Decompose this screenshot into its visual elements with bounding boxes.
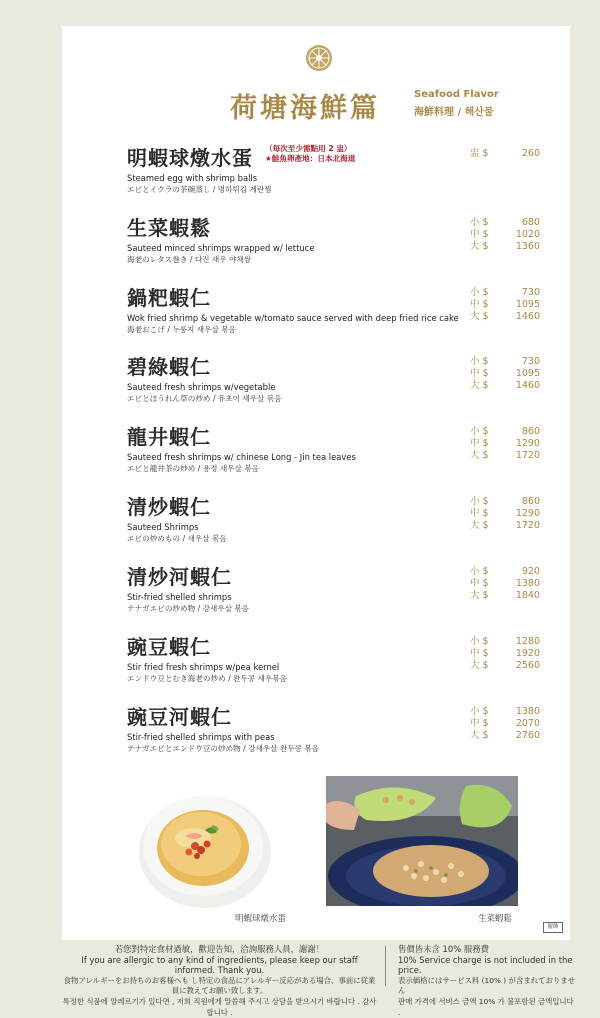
price-row: 小 $ 860 bbox=[470, 496, 540, 507]
service-charge-notice: 售價皆未含 10% 服務費 10% Service charge is not included in the price. 表示価格にはサービス料 (10% ) が含まれておりません 판매 가격에 서비스 금액 10% 가 불포함된 금액입니다 . bbox=[398, 944, 576, 1017]
price-row: 小 $ 730 bbox=[470, 356, 540, 367]
price-row: 中 $ 2070 bbox=[470, 718, 540, 729]
price-list bbox=[470, 566, 540, 602]
price-row: 小 $ 680 bbox=[470, 217, 540, 228]
item-name-jp-kr: テナガエビとエンドウ豆の炒め物 / 강새우살 완두콩 볶음 bbox=[127, 744, 319, 753]
item-name: 碧綠蝦仁 bbox=[127, 355, 211, 379]
price-row: 大 $ 2560 bbox=[470, 660, 540, 671]
price-row: 小 $ 1380 bbox=[470, 706, 540, 717]
price-list bbox=[470, 496, 540, 532]
item-name: 豌豆河蝦仁 bbox=[127, 705, 232, 729]
item-name-jp-kr: エンドウ豆とむき海老の炒め / 완두콩 새우볶음 bbox=[127, 674, 287, 683]
item-name-en: Sauteed fresh shrimps w/vegetable bbox=[127, 382, 276, 392]
item-name: 清炒河蝦仁 bbox=[127, 565, 232, 589]
menu-item bbox=[127, 425, 356, 474]
order-note bbox=[265, 144, 355, 164]
photo-caption: 生菜蝦鬆 bbox=[478, 914, 513, 924]
price-list bbox=[470, 426, 540, 462]
price-row: 大 $ 1720 bbox=[470, 520, 540, 531]
item-name-jp-kr: エビの炒めもの / 새우살 볶음 bbox=[127, 534, 227, 543]
item-name: 豌豆蝦仁 bbox=[127, 635, 211, 659]
price-row: 大 $ 1460 bbox=[470, 380, 540, 391]
item-name-jp-kr: テナガエビの炒め物 / 강새우살 볶음 bbox=[127, 604, 250, 613]
section-title: 荷塘海鮮篇 bbox=[230, 93, 380, 124]
item-name-en: Stir fried fresh shrimps w/pea kernel bbox=[127, 662, 280, 672]
item-name-jp-kr: 海老おこげ / 누룽지 새우살 볶음 bbox=[127, 325, 236, 334]
photo-caption: 明蝦球燉水蛋 bbox=[235, 914, 287, 924]
item-name-en: Stir-fried shelled shrimps with peas bbox=[127, 732, 275, 742]
menu-item bbox=[127, 146, 272, 195]
price-row: 中 $ 1095 bbox=[470, 368, 540, 379]
item-name-en: Sauteed Shrimps bbox=[127, 522, 199, 532]
item-name: 生菜蝦鬆 bbox=[127, 216, 211, 240]
price-row: 中 $ 1020 bbox=[470, 229, 540, 240]
price-row: 中 $ 1380 bbox=[470, 578, 540, 589]
price-list bbox=[470, 287, 540, 323]
price-row: 小 $ 860 bbox=[470, 426, 540, 437]
item-name-jp-kr: エビと龍井茶の炒め / 용정 새우살 볶음 bbox=[127, 464, 259, 473]
price-row: 小 $ 730 bbox=[470, 287, 540, 298]
price-row: 中 $ 1290 bbox=[470, 508, 540, 519]
price-row: 盅 $ 260 bbox=[470, 148, 540, 159]
price-row: 小 $ 920 bbox=[470, 566, 540, 577]
price-row: 大 $ 1840 bbox=[470, 590, 540, 601]
price-row: 小 $ 1280 bbox=[470, 636, 540, 647]
price-list bbox=[470, 217, 540, 253]
price-row: 大 $ 2760 bbox=[470, 730, 540, 741]
price-row: 中 $ 1920 bbox=[470, 648, 540, 659]
note-line-origin: ★鮭魚卵產地：日本北海道 bbox=[265, 154, 356, 163]
item-name: 鍋粑蝦仁 bbox=[127, 286, 211, 310]
lotus-logo-icon bbox=[305, 44, 333, 72]
price-list bbox=[470, 356, 540, 392]
item-name-en: Wok fried shrimp & vegetable w/tomato sauce served with deep fried rice cake bbox=[127, 313, 459, 323]
price-row: 大 $ 1460 bbox=[470, 311, 540, 322]
footer-divider bbox=[385, 946, 386, 986]
item-name-en: Stir-fried shelled shrimps bbox=[127, 592, 232, 602]
price-list bbox=[470, 706, 540, 742]
item-name: 明蝦球燉水蛋 bbox=[127, 146, 253, 170]
item-name-en: Steamed egg with shrimp balls bbox=[127, 173, 258, 183]
price-list bbox=[470, 636, 540, 672]
menu-item bbox=[127, 216, 314, 265]
price-row: 中 $ 1095 bbox=[470, 299, 540, 310]
lettuce-wrap-photo bbox=[326, 776, 518, 906]
note-line-minimum: （每次至少需點用 2 盅） bbox=[265, 144, 352, 153]
menu-item bbox=[127, 286, 459, 335]
item-name: 清炒蝦仁 bbox=[127, 495, 211, 519]
steamed-egg-photo bbox=[127, 780, 273, 910]
item-name-en: Sauteed minced shrimps wrapped w/ lettuce bbox=[127, 243, 315, 253]
allergy-notice: 若您對特定食材過敏，歡迎告知，洽詢服務人員，謝謝！ If you are allergic to any kind of ingredients, please keep our staff informed. Thank you. 食物アレルギーをお持ちのお客様へも し特定の食品にアレルギー反応がある場合、事前に従業員に教えてお願い致します。 특정한 식품에 알레르기가 있다면 , 저희 직원에게 말씀해 주시고 상담을 받으시기 바랍니다 . 감사합니다 . bbox=[62, 944, 377, 1017]
menu-item bbox=[127, 635, 287, 684]
menu-item bbox=[127, 355, 281, 404]
price-list bbox=[470, 148, 540, 160]
menu-item bbox=[127, 495, 227, 544]
item-name-jp-kr: エビとほうれん草の炒め / 유초이 새우살 볶음 bbox=[127, 394, 282, 403]
section-title-en: Seafood Flavor bbox=[414, 89, 499, 100]
item-name-jp-kr: エビとイクラの茶碗蒸し / 명하튀김 계란찜 bbox=[127, 185, 272, 194]
decoration-badge: 擺飾 bbox=[543, 922, 563, 933]
menu-item bbox=[127, 565, 249, 614]
price-row: 中 $ 1290 bbox=[470, 438, 540, 449]
item-name-en: Sauteed fresh shrimps w/ chinese Long - Jin tea leaves bbox=[127, 452, 356, 462]
item-name-jp-kr: 海老のレタス巻き / 다진 새우 야채쌈 bbox=[127, 255, 252, 264]
price-row: 大 $ 1360 bbox=[470, 241, 540, 252]
menu-item bbox=[127, 705, 319, 754]
item-name: 龍井蝦仁 bbox=[127, 425, 211, 449]
section-title-sub: 海鮮料理 / 해산물 bbox=[414, 107, 494, 118]
price-row: 大 $ 1720 bbox=[470, 450, 540, 461]
